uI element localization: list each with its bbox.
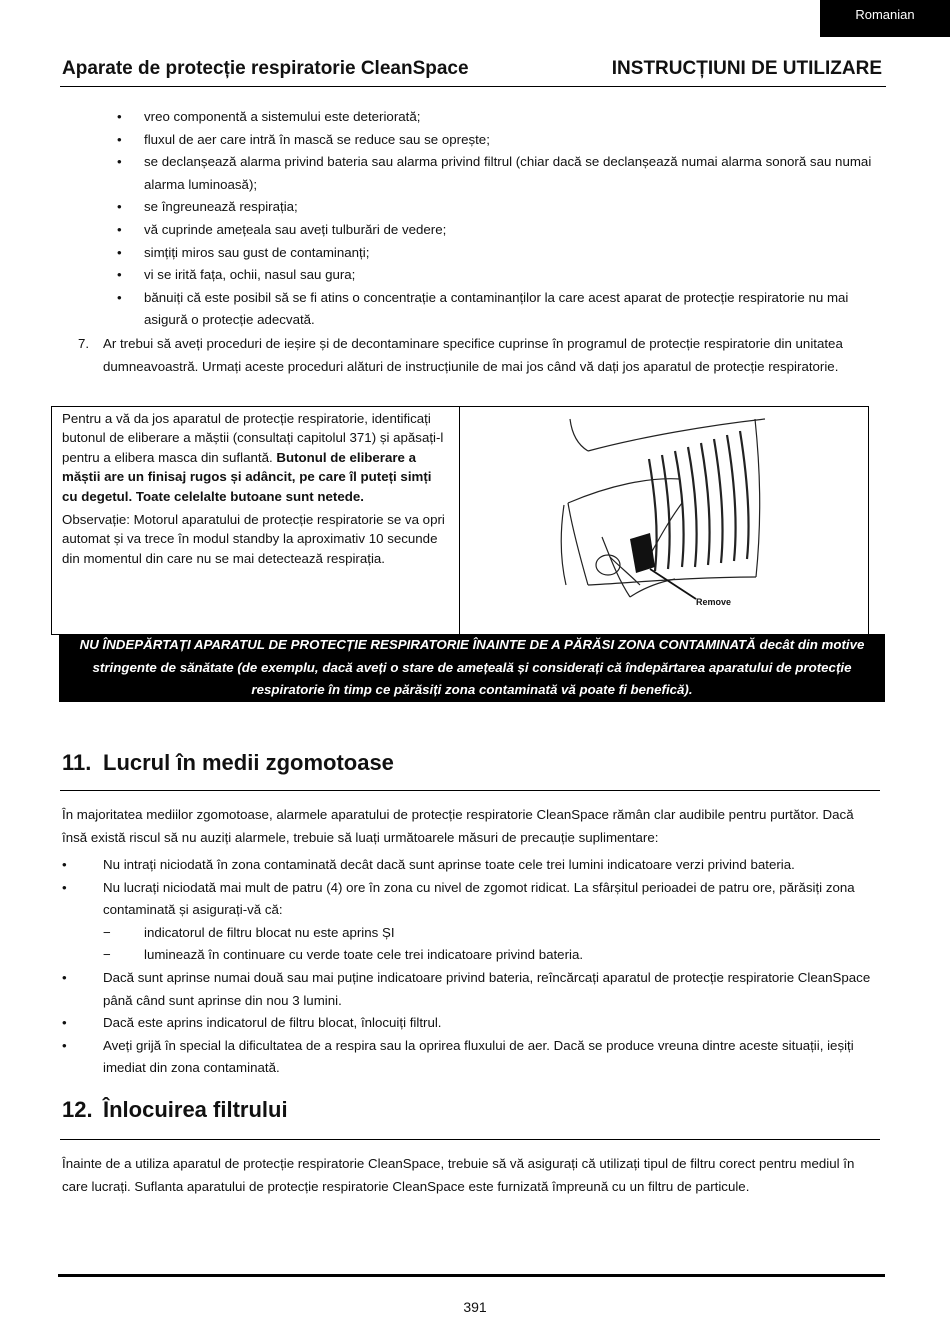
section-11-number: 11. (62, 750, 92, 775)
sublist-item (103, 922, 882, 945)
mask-release-drawing (460, 407, 868, 634)
bullet-glyph: • (117, 221, 122, 237)
bullet-glyph: • (62, 879, 67, 895)
list-item (100, 264, 880, 287)
list-item-text: vi se irită fața, ochii, nasul sau gura; (144, 267, 356, 283)
dash-glyph: − (103, 947, 111, 963)
bullet-glyph: • (117, 244, 122, 260)
bullet-glyph: • (62, 1037, 67, 1053)
sublist-item (103, 944, 882, 967)
mask-release-button (630, 533, 655, 573)
header-rule (60, 86, 886, 87)
header-section: INSTRUCȚIUNI DE UTILIZARE (611, 58, 882, 79)
step-7 (78, 333, 868, 378)
section-12-heading (62, 1097, 288, 1123)
list-item-text: fluxul de aer care intră în mască se reduce sau se oprește; (144, 131, 490, 147)
section-12-title: Înlocuirea filtrului (103, 1097, 288, 1122)
list-item-text: Aveți grijă în special la dificultatea de a respira sau la oprirea fluxului de aer. Dacă se produce vreuna dintre aceste situații, ieșiți imediat din zona contaminată. (103, 1037, 854, 1076)
bullet-glyph: • (117, 154, 122, 170)
list-item-text: simțiți miros sau gust de contaminanți; (144, 244, 370, 260)
bullet-glyph: • (62, 1015, 67, 1031)
list-item (62, 1035, 882, 1080)
section-12-text: Înainte de a utiliza aparatul de protecție respiratorie CleanSpace, trebuie să vă asigurați că utilizați tipul de filtru corect pentru mediul în care lucrați. Suflanta aparatului de protecție respiratorie CleanSpace este furnizată împreună cu un filtru de particule. (62, 1156, 855, 1194)
mask-removal-paragraph (62, 409, 449, 506)
symptom-list (100, 106, 880, 332)
dash-glyph: − (103, 924, 111, 940)
bullet-glyph: • (117, 289, 122, 305)
blower-ribs (649, 431, 749, 571)
section-11-rule (60, 790, 880, 791)
language-tab: Romanian (820, 0, 950, 37)
list-item-text: bănuiți că este posibil să se fi atins o concentrație a contaminanților la care acest aparat de protecție respiratorie nu mai asigură o protecție adecvată. (144, 289, 849, 328)
header-title: Aparate de protecție respiratorie CleanSpace (62, 58, 469, 79)
mask-removal-emphasis: Butonul de eliberare a măștii are un finisaj rugos și adâncit, pe care îl puteți simți cu degetul. Toate celelalte butoane sunt netede. (62, 449, 432, 504)
bullet-glyph: • (62, 969, 67, 985)
mask-removal-instruction: Pentru a vă da jos aparatul de protecție respiratorie, identificați butonul de eliberare a măștii (consultați capitolul 371) și apăsați-l pentru a elibera masca din suflantă. (62, 411, 444, 465)
section-11-intro: În majoritatea mediilor zgomotoase, alarmele aparatului de protecție respiratorie CleanSpace rămân clar audibile pentru purtător. Dacă însă există riscul să nu auziți alarmele, trebuie să luați următoarele măsuri de precauție suplimentare: (62, 807, 854, 845)
page-number: 391 (463, 1299, 487, 1315)
sublist-item-text: indicatorul de filtru blocat nu este aprins ȘI (144, 924, 395, 940)
list-item-text: Dacă sunt aprinse numai două sau mai puține indicatoare privind bateria, reîncărcați aparatul de protecție respiratorie CleanSpace până când sunt aprinse din nou 3 lumini. (103, 969, 871, 1008)
mask-release-illustration (460, 407, 868, 634)
list-item (100, 287, 880, 332)
bullet-glyph: • (117, 199, 122, 215)
bullet-glyph: • (117, 267, 122, 283)
list-item (100, 219, 880, 242)
sublist-item-text: luminează în continuare cu verde toate cele trei indicatoare privind bateria. (144, 947, 584, 963)
section-11-title: Lucrul în medii zgomotoase (103, 750, 394, 775)
step-text: Ar trebui să aveți proceduri de ieșire și de decontaminare specifice cuprinse în programul de protecție respiratorie din unitatea dumneavoastră. Urmați aceste proceduri alături de instrucțiunile de mai jos când vă dați jos aparatul de protecție respiratorie. (103, 336, 843, 374)
section-11-heading (62, 750, 394, 776)
remove-label: Remove (696, 597, 732, 607)
list-item-text: se declanșează alarma privind bateria sau alarma privind filtrul (chiar dacă se declanșează numai alarma sonoră sau numai alarma luminoasă); (144, 154, 872, 192)
list-item-text: Dacă este aprins indicatorul de filtru blocat, înlocuiți filtrul. (103, 1015, 442, 1031)
list-item (62, 1012, 882, 1035)
list-item-text: se îngreunează respirația; (144, 199, 298, 215)
list-item (100, 151, 880, 196)
list-item (100, 129, 880, 152)
list-item-text: vă cuprinde amețeala sau aveți tulburări de vedere; (144, 221, 447, 237)
list-item (100, 242, 880, 265)
list-item (62, 854, 882, 877)
list-item (62, 877, 882, 967)
list-item (100, 196, 880, 219)
section-12-number: 12. (62, 1097, 93, 1122)
list-item-text: Nu lucrați niciodată mai mult de patru (4) ore în zona cu nivel de zgomot ridicat. La sfârșitul perioadei de patru ore, părăsiți zona contaminată și asigurați-vă că: (103, 879, 855, 918)
bullet-glyph: • (62, 857, 67, 872)
bullet-glyph: • (117, 131, 122, 147)
list-item (100, 106, 880, 129)
step-number: 7. (78, 336, 90, 351)
footer-rule (58, 1274, 885, 1277)
list-item-text: vreo componentă a sistemului este deteriorată; (144, 109, 421, 124)
list-item-text: Nu intrați niciodată în zona contaminată decât dacă sunt aprinse toate cele trei lumini indicatoare verzi privind bateria. (103, 857, 795, 872)
bullet-glyph: • (117, 109, 122, 124)
mask-removal-box (51, 406, 869, 635)
mask-removal-text (52, 407, 460, 634)
section-12-rule (60, 1139, 880, 1140)
noise-precautions-list (62, 854, 882, 1080)
list-item (62, 967, 882, 1012)
observation-paragraph: Observație: Motorul aparatului de protecție respiratorie se va opri automat și va trece în modul standby la aproximativ 10 secunde din momentul din care nu se mai detectează respirația. (62, 512, 445, 566)
check-sublist (103, 922, 882, 967)
warning-banner: NU ÎNDEPĂRTAȚI APARATUL DE PROTECȚIE RESPIRATORIE ÎNAINTE DE A PĂRĂSI ZONA CONTAMINATĂ decât din motive stringente de sănătate (de exemplu, dacă aveți o stare de amețeală și considerați că îndepărtarea aparatului de protecție respiratorie în timp ce părăsiți zona contaminată vă poate fi benefică). (59, 634, 885, 702)
